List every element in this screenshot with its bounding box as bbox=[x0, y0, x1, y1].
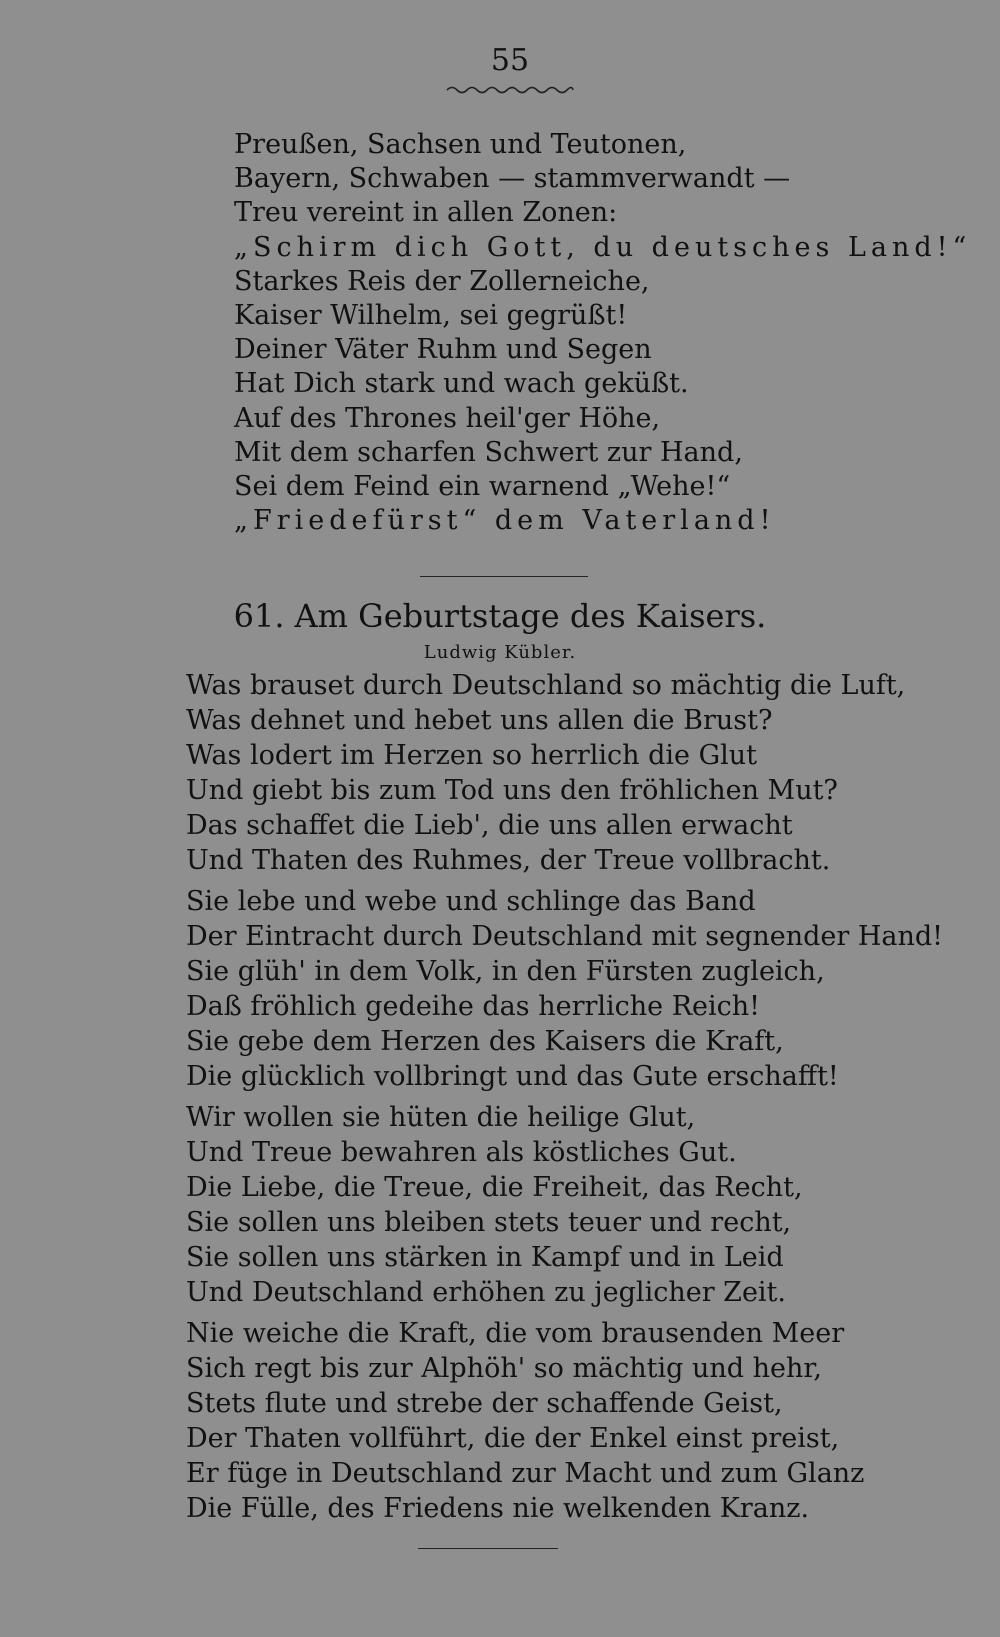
poem-number: 61. bbox=[233, 597, 285, 635]
verse-line: Kaiser Wilhelm, sei gegrüßt! bbox=[234, 300, 628, 332]
verse-line: „Friedefürst“ dem Vaterland! bbox=[234, 505, 776, 537]
verse-line: Sie sollen uns bleiben stets teuer und recht, bbox=[186, 1207, 792, 1238]
verse-line: Die glücklich vollbringt und das Gute erschafft! bbox=[186, 1061, 839, 1092]
wavy-ornament-icon bbox=[445, 84, 575, 96]
verse-line: Wir wollen sie hüten die heilige Glut, bbox=[186, 1102, 696, 1133]
verse-line: Stets flute und strebe der schaffende Geist, bbox=[186, 1388, 783, 1419]
poem-title bbox=[0, 594, 1000, 638]
verse-line: Nie weiche die Kraft, die vom brausenden Meer bbox=[186, 1318, 845, 1349]
verse-line: „Schirm dich Gott, du deutsches Land!“ bbox=[234, 231, 972, 263]
verse-line: Sie glüh' in dem Volk, in den Fürsten zugleich, bbox=[186, 956, 825, 987]
verse-line: Der Eintracht durch Deutschland mit segnender Hand! bbox=[186, 921, 944, 952]
previous-poem-ending bbox=[234, 128, 972, 538]
poem-title-text: Am Geburtstage des Kaisers. bbox=[294, 597, 767, 635]
poem-author: Ludwig Kübler. bbox=[423, 642, 577, 663]
poem-body bbox=[186, 668, 986, 1532]
verse-line: Sie lebe und webe und schlinge das Band bbox=[186, 886, 756, 917]
verse-line: Sie gebe dem Herzen des Kaisers die Kraft, bbox=[186, 1026, 784, 1057]
verse-line: Treu vereint in allen Zonen: bbox=[234, 197, 618, 229]
verse-line: Das schaffet die Lieb', die uns allen erwacht bbox=[186, 810, 793, 841]
verse-line: Was dehnet und hebet uns allen die Brust? bbox=[186, 705, 773, 736]
verse-line: Er füge in Deutschland zur Macht und zum Glanz bbox=[186, 1458, 865, 1489]
verse-line: Preußen, Sachsen und Teutonen, bbox=[234, 129, 687, 160]
verse-line: Daß fröhlich gedeihe das herrliche Reich! bbox=[186, 991, 761, 1022]
verse-line: Und giebt bis zum Tod uns den fröhlichen Mut? bbox=[186, 775, 838, 806]
section-divider bbox=[420, 576, 588, 577]
stanza bbox=[186, 1100, 986, 1310]
verse-line: Und Treue bewahren als köstliches Gut. bbox=[186, 1137, 737, 1168]
verse-line: Was lodert im Herzen so herrlich die Glut bbox=[186, 740, 758, 771]
verse-line: Sei dem Feind ein warnend „Wehe!“ bbox=[234, 471, 731, 503]
verse-line: Auf des Thrones heil'ger Höhe, bbox=[234, 402, 661, 434]
stanza bbox=[186, 884, 986, 1094]
verse-line: Mit dem scharfen Schwert zur Hand, bbox=[234, 436, 743, 468]
verse-line: Deiner Väter Ruhm und Segen bbox=[234, 334, 652, 366]
verse-line: Bayern, Schwaben — stammverwandt — bbox=[234, 163, 791, 195]
stanza bbox=[186, 1316, 986, 1526]
verse-line: Was brauset durch Deutschland so mächtig die Luft, bbox=[186, 670, 906, 701]
stanza bbox=[186, 668, 986, 878]
verse-line: Sich regt bis zur Alphöh' so mächtig und hehr, bbox=[186, 1353, 822, 1384]
section-divider bbox=[418, 1548, 558, 1549]
verse-line: Sie sollen uns stärken in Kampf und in Leid bbox=[186, 1242, 784, 1273]
verse-line: Der Thaten vollführt, die der Enkel einst preist, bbox=[186, 1423, 840, 1454]
verse-line: Hat Dich stark und wach geküßt. bbox=[234, 368, 689, 400]
page-number: 55 bbox=[490, 43, 530, 78]
verse-line: Die Fülle, des Friedens nie welkenden Kranz. bbox=[186, 1493, 810, 1524]
verse-line: Und Deutschland erhöhen zu jeglicher Zeit. bbox=[186, 1277, 786, 1308]
verse-line: Die Liebe, die Treue, die Freiheit, das Recht, bbox=[186, 1172, 803, 1203]
verse-line: Und Thaten des Ruhmes, der Treue vollbracht. bbox=[186, 845, 831, 876]
verse-line: Starkes Reis der Zollerneiche, bbox=[234, 265, 650, 297]
